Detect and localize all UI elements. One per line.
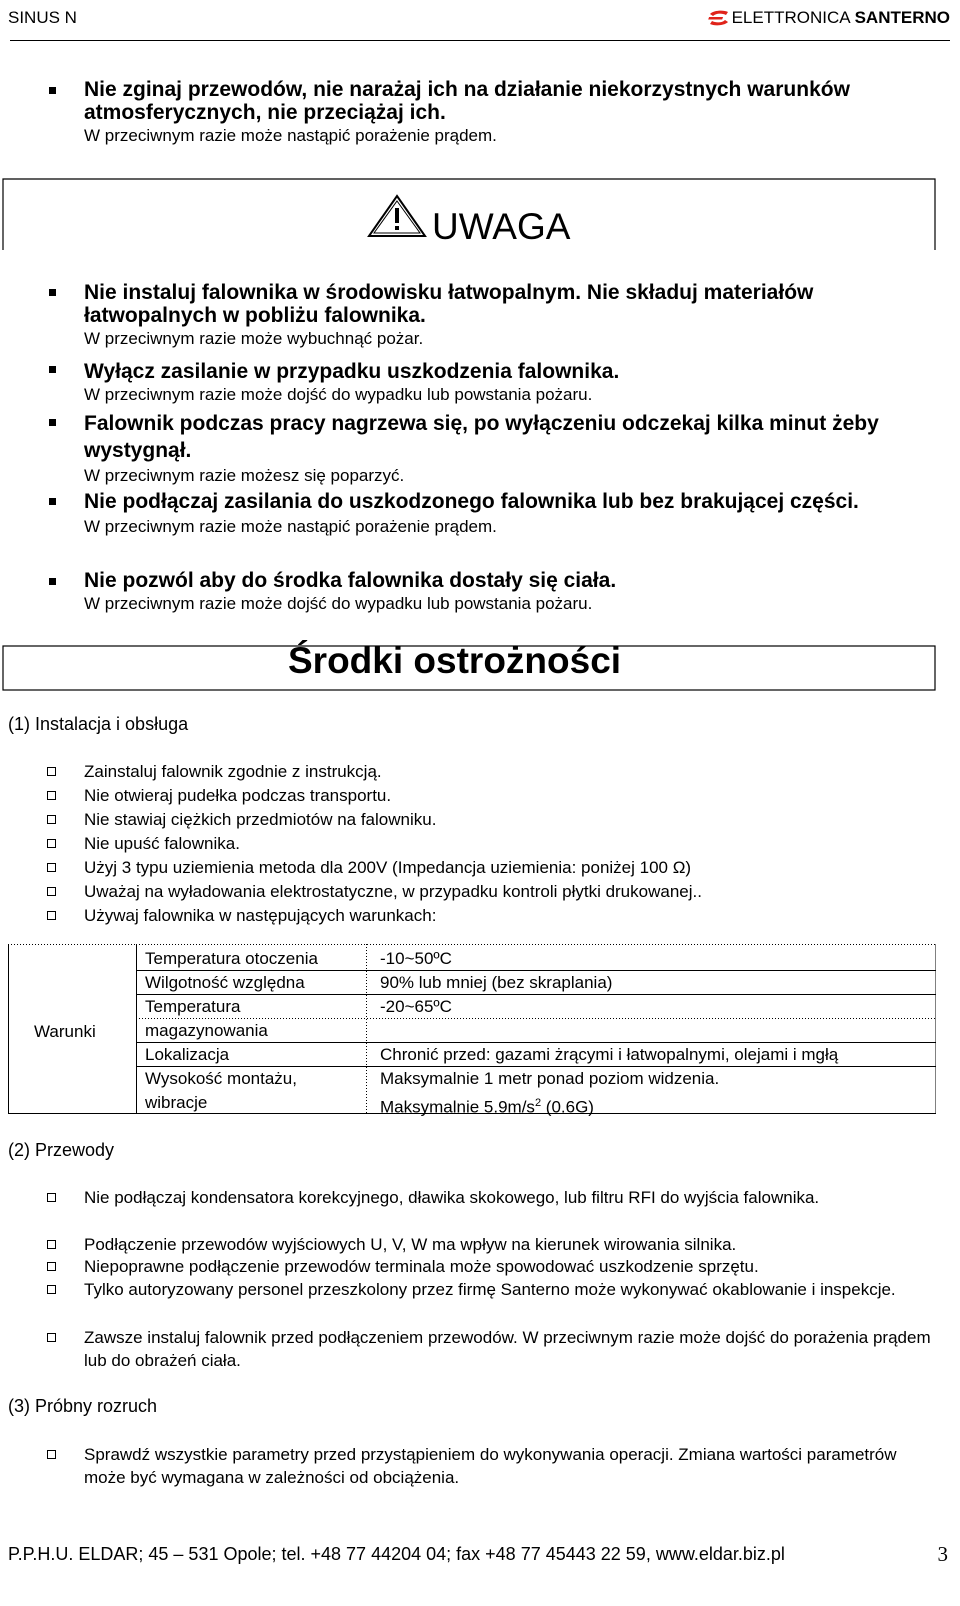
- condition-value-line2: [380, 1091, 719, 1120]
- bullet-square-icon: [49, 498, 56, 505]
- checkbox-bullet-icon: [47, 839, 56, 848]
- list-item: Użyj 3 typu uziemienia metoda dla 200V (Impedancja uziemienia: poniżej 100 Ω): [84, 858, 692, 877]
- list-item: Zawsze instaluj falownik przed podłączeniem przewodów. W przeciwnym razie może dojść do porażenia prądem lub do obrażeń ciała.: [84, 1328, 931, 1370]
- list-item: Nie upuść falownika.: [84, 834, 240, 853]
- uwaga-bullet: [84, 410, 940, 487]
- checkbox-bullet-icon: [47, 1240, 56, 1249]
- srodki-title: Środki ostrożności: [288, 640, 622, 681]
- bullet-note: W przeciwnym razie może dojść do wypadku lub powstania pożaru.: [84, 385, 593, 404]
- bullet-note: W przeciwnym razie może wybuchnąć pożar.: [84, 329, 424, 348]
- bullet-note: W przeciwnym razie może nastąpić porażenie prądem.: [84, 517, 497, 536]
- condition-value: Chronić przed: gazami żrącymi i łatwopalnymi, olejami i mgłą: [380, 1045, 839, 1064]
- section-heading-installation: (1) Instalacja i obsługa: [8, 714, 189, 734]
- bullet-title: Nie pozwól aby do środka falownika dostały się ciała.: [84, 569, 617, 592]
- bullet-note: W przeciwnym razie możesz się poparzyć.: [84, 466, 405, 485]
- brand-name-light: ELETTRONICA: [731, 8, 851, 27]
- uwaga-bullet: [84, 569, 940, 615]
- list-item: Używaj falownika w następujących warunkach:: [84, 906, 437, 925]
- checkbox-bullet-icon: [47, 911, 56, 920]
- condition-value-line1: Maksymalnie 1 metr ponad poziom widzenia.: [380, 1069, 720, 1088]
- conditions-table: [8, 944, 936, 1117]
- checkbox-bullet-icon: [47, 815, 56, 824]
- section-heading-wiring: (2) Przewody: [8, 1140, 115, 1160]
- bullet-square-icon: [49, 578, 56, 585]
- brand-logo: [708, 8, 950, 28]
- list-item: Nie otwieraj pudełka podczas transportu.: [84, 786, 392, 805]
- condition-label: Wilgotność względna: [145, 973, 305, 992]
- checkbox-bullet-icon: [47, 1450, 56, 1459]
- bullet-square-icon: [49, 366, 56, 373]
- condition-label: Lokalizacja: [145, 1045, 230, 1064]
- document-model: SINUS N: [8, 8, 77, 27]
- checkbox-bullet-icon: [47, 887, 56, 896]
- list-item: Nie podłączaj kondensatora korekcyjnego, dławika skokowego, lub filtru RFI do wyjścia falownika.: [84, 1188, 820, 1207]
- condition-value: 90% lub mniej (bez skraplania): [380, 973, 613, 992]
- bullet-title: Falownik podczas pracy nagrzewa się, po wyłączeniu odczekaj kilka minut żeby wystygnął.: [84, 412, 879, 462]
- list-item: Podłączenie przewodów wyjściowych U, V, W ma wpływ na kierunek wirowania silnika.: [84, 1235, 737, 1254]
- condition-value: [380, 1067, 719, 1120]
- list-item: Zainstaluj falownik zgodnie z instrukcją.: [84, 762, 382, 781]
- value-tail: (0.6G): [541, 1097, 594, 1117]
- list-item: Tylko autoryzowany personel przeszkolony przez firmę Santerno może wykonywać okablowanie i inspekcje.: [84, 1280, 896, 1299]
- condition-value: -10~50ºC: [380, 949, 452, 968]
- condition-label: Temperatura magazynowania: [145, 997, 268, 1040]
- brand-name-bold: SANTERNO: [854, 8, 950, 27]
- bullet-note: W przeciwnym razie może dojść do wypadku lub powstania pożaru.: [84, 594, 593, 613]
- condition-label: Temperatura otoczenia: [145, 949, 318, 968]
- bullet-note: W przeciwnym razie może nastąpić porażenie prądem.: [84, 126, 497, 145]
- list-item: Sprawdź wszystkie parametry przed przystąpieniem do wykonywania operacji. Zmiana wartości parametrów może być wymagana w zależności od obciążenia.: [84, 1445, 897, 1487]
- value-text: Maksymalnie 5.9m/s: [380, 1097, 535, 1117]
- bullet-square-icon: [49, 289, 56, 296]
- checkbox-bullet-icon: [47, 1333, 56, 1342]
- warning-triangle-icon: [366, 193, 428, 239]
- conditions-group-label: Warunki: [34, 1022, 96, 1041]
- top-bullet: [84, 78, 940, 147]
- uwaga-bullet: [84, 281, 940, 350]
- checkbox-bullet-icon: [47, 1262, 56, 1271]
- condition-value: -20~65ºC: [380, 997, 452, 1016]
- checkbox-bullet-icon: [47, 1285, 56, 1294]
- bullet-title: Nie zginaj przewodów, nie narażaj ich na działanie niekorzystnych warunków atmosferycznych, nie przeciążaj ich.: [84, 78, 850, 124]
- footer-contact: P.P.H.U. ELDAR; 45 – 531 Opole; tel. +48 77 44204 04; fax +48 77 45443 22 59, www.eldar.biz.pl: [8, 1544, 785, 1564]
- value-superscript: 2: [534, 1097, 542, 1109]
- uwaga-bullet: [84, 360, 940, 406]
- bullet-title: Nie instaluj falownika w środowisku łatwopalnym. Nie składuj materiałów łatwopalnych w pobliżu falownika.: [84, 281, 814, 327]
- list-item: Uważaj na wyładowania elektrostatyczne, w przypadku kontroli płytki drukowanej..: [84, 882, 702, 901]
- list-item: Nie stawiaj ciężkich przedmiotów na falowniku.: [84, 810, 437, 829]
- uwaga-title: UWAGA: [432, 206, 571, 247]
- list-item: Niepoprawne podłączenie przewodów terminala może spowodować uszkodzenie sprzętu.: [84, 1257, 759, 1276]
- section-heading-test-run: (3) Próbny rozruch: [8, 1396, 158, 1416]
- uwaga-bullet: [84, 488, 940, 538]
- bullet-square-icon: [49, 419, 56, 426]
- checkbox-bullet-icon: [47, 767, 56, 776]
- bullet-title: Nie podłączaj zasilania do uszkodzonego falownika lub bez brakującej części.: [84, 490, 859, 513]
- bullet-square-icon: [49, 87, 56, 94]
- checkbox-bullet-icon: [47, 1193, 56, 1202]
- bullet-title: Wyłącz zasilanie w przypadku uszkodzenia falownika.: [84, 360, 620, 383]
- santerno-logo-icon: [708, 9, 730, 27]
- header-divider: [10, 40, 950, 41]
- checkbox-bullet-icon: [47, 791, 56, 800]
- checkbox-bullet-icon: [47, 863, 56, 872]
- page-number: 3: [937, 1542, 948, 1566]
- condition-label: Wysokość montażu, wibracje: [145, 1069, 297, 1112]
